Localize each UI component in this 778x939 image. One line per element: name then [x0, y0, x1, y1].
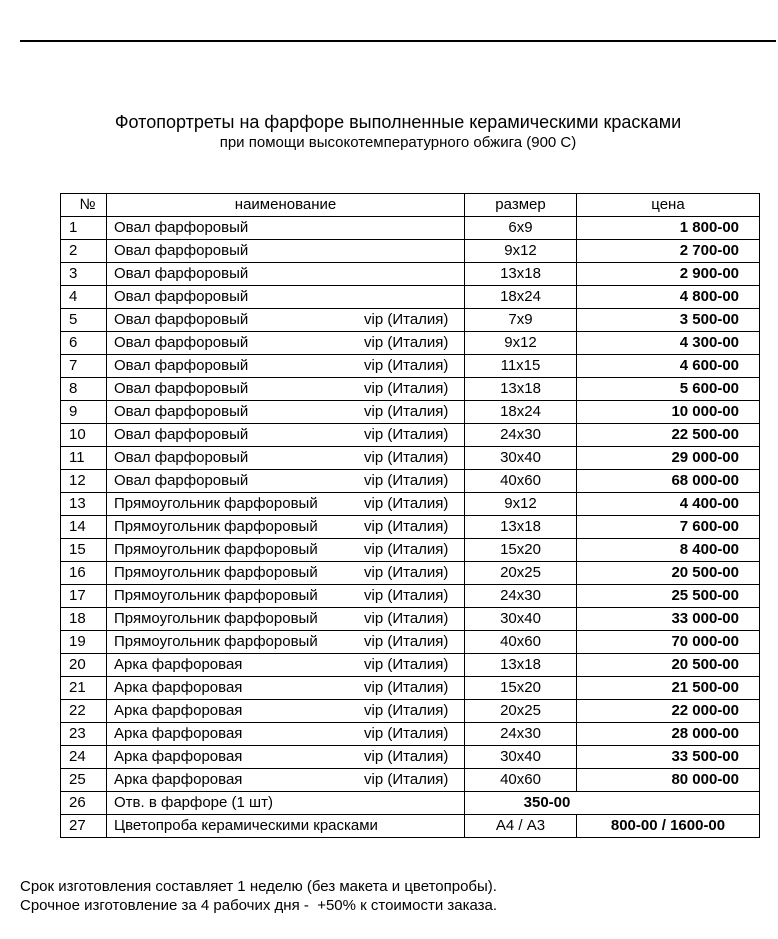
row-size: 24x30: [465, 723, 577, 746]
table-row: [61, 378, 760, 401]
row-name-cell: [107, 424, 465, 447]
row-name-cell: [107, 677, 465, 700]
row-num: 6: [61, 332, 107, 355]
table-row: [61, 217, 760, 240]
table-row: [61, 470, 760, 493]
row-name-cell: [107, 447, 465, 470]
row-vip-label: vip (Италия): [364, 656, 449, 673]
row-vip-label: vip (Италия): [364, 748, 449, 765]
header-num: №: [61, 194, 107, 217]
row-size: 30x40: [465, 447, 577, 470]
row-vip-label: vip (Италия): [364, 633, 449, 650]
row-price: 4 600-00: [577, 355, 760, 378]
row-price: 33 500-00: [577, 746, 760, 769]
row-price: 2 700-00: [577, 240, 760, 263]
row-price: 28 000-00: [577, 723, 760, 746]
header-name: наименование: [107, 194, 465, 217]
table-row: [61, 286, 760, 309]
row-size: 13x18: [465, 516, 577, 539]
row-num: 27: [61, 815, 107, 838]
row-size: 30x40: [465, 608, 577, 631]
row-num: 2: [61, 240, 107, 263]
row-size: 9x12: [465, 240, 577, 263]
row-name: Овал фарфоровый: [114, 403, 249, 420]
table-header-row: [61, 194, 760, 217]
row-price: 7 600-00: [577, 516, 760, 539]
row-size: 15x20: [465, 677, 577, 700]
row-name: Овал фарфоровый: [114, 449, 249, 466]
row-name: Арка фарфоровая: [114, 725, 243, 742]
row-price: 22 000-00: [577, 700, 760, 723]
row-size: 13x18: [465, 263, 577, 286]
row-vip-label: vip (Италия): [364, 495, 449, 512]
page-title: Фотопортреты на фарфоре выполненные керамическими красками: [114, 112, 682, 132]
row-num: 14: [61, 516, 107, 539]
table-row: [61, 677, 760, 700]
row-name-cell: [107, 263, 465, 286]
row-size: 40x60: [465, 769, 577, 792]
row-name: Овал фарфоровый: [114, 288, 249, 305]
row-num: 8: [61, 378, 107, 401]
row-vip-label: vip (Италия): [364, 771, 449, 788]
row-name: Овал фарфоровый: [114, 426, 249, 443]
row-num: 7: [61, 355, 107, 378]
row-vip-label: vip (Италия): [364, 541, 449, 558]
table-row: [61, 562, 760, 585]
row-name: Арка фарфоровая: [114, 748, 243, 765]
table-row: [61, 401, 760, 424]
row-num: 20: [61, 654, 107, 677]
row-price: 22 500-00: [577, 424, 760, 447]
row-name-cell: [107, 470, 465, 493]
row-price: 25 500-00: [577, 585, 760, 608]
row-price: 20 500-00: [577, 654, 760, 677]
row-price: 70 000-00: [577, 631, 760, 654]
row-price: 4 300-00: [577, 332, 760, 355]
row-name: Овал фарфоровый: [114, 380, 249, 397]
table-row: [61, 332, 760, 355]
row-price: 8 400-00: [577, 539, 760, 562]
row-num: 24: [61, 746, 107, 769]
row-num: 15: [61, 539, 107, 562]
page-subtitle: при помощи высокотемпературного обжига (900 С): [219, 134, 577, 151]
row-name-cell: [107, 401, 465, 424]
row-name: Прямоугольник фарфоровый: [114, 541, 318, 558]
table-row: [61, 539, 760, 562]
row-size: 18x24: [465, 286, 577, 309]
table-row: [61, 424, 760, 447]
row-name-cell: [107, 355, 465, 378]
row-num: 11: [61, 447, 107, 470]
row-name-cell: [107, 608, 465, 631]
row-num: 19: [61, 631, 107, 654]
row-num: 21: [61, 677, 107, 700]
row-name-cell: [107, 654, 465, 677]
top-divider: [20, 40, 776, 42]
row-name-cell: [107, 378, 465, 401]
row-price: 4 400-00: [577, 493, 760, 516]
row-name: Прямоугольник фарфоровый: [114, 518, 318, 535]
row-price: 3 500-00: [577, 309, 760, 332]
row-size: 15x20: [465, 539, 577, 562]
row-name: Арка фарфоровая: [114, 656, 243, 673]
row-name: Овал фарфоровый: [114, 311, 249, 328]
table-row: [61, 723, 760, 746]
table-row: [61, 516, 760, 539]
row-name: Прямоугольник фарфоровый: [114, 633, 318, 650]
row-name: Прямоугольник фарфоровый: [114, 610, 318, 627]
table-row: [61, 585, 760, 608]
row-num: 16: [61, 562, 107, 585]
row-num: 13: [61, 493, 107, 516]
row-name: Овал фарфоровый: [114, 219, 249, 236]
table-row: [61, 815, 760, 838]
row-name-cell: [107, 585, 465, 608]
row-name: Отв. в фарфоре (1 шт): [107, 792, 465, 815]
row-name: Прямоугольник фарфоровый: [114, 564, 318, 581]
row-name-cell: [107, 516, 465, 539]
table-row: [61, 493, 760, 516]
row-size: 13x18: [465, 654, 577, 677]
row-name-cell: [107, 746, 465, 769]
row-size: 9x12: [465, 332, 577, 355]
row-vip-label: vip (Италия): [364, 702, 449, 719]
row-price: 33 000-00: [577, 608, 760, 631]
row-num: 5: [61, 309, 107, 332]
header-size: размер: [465, 194, 577, 217]
row-size: А4 / А3: [465, 815, 577, 838]
row-num: 4: [61, 286, 107, 309]
row-size: 20x25: [465, 562, 577, 585]
row-num: 3: [61, 263, 107, 286]
row-price: 5 600-00: [577, 378, 760, 401]
row-price: 80 000-00: [577, 769, 760, 792]
row-num: 23: [61, 723, 107, 746]
row-vip-label: vip (Италия): [364, 380, 449, 397]
row-vip-label: vip (Италия): [364, 449, 449, 466]
row-name-cell: [107, 493, 465, 516]
row-price: 20 500-00: [577, 562, 760, 585]
row-vip-label: vip (Италия): [364, 357, 449, 374]
table-row: [61, 700, 760, 723]
row-num: 26: [61, 792, 107, 815]
row-name-cell: [107, 769, 465, 792]
row-price: 29 000-00: [577, 447, 760, 470]
row-name: Прямоугольник фарфоровый: [114, 495, 318, 512]
row-num: 25: [61, 769, 107, 792]
table-row: [61, 654, 760, 677]
table-row: [61, 746, 760, 769]
table-row: [61, 608, 760, 631]
row-name-cell: [107, 700, 465, 723]
table-row: [61, 447, 760, 470]
row-name-cell: [107, 631, 465, 654]
row-size: 30x40: [465, 746, 577, 769]
row-name-cell: [107, 562, 465, 585]
row-vip-label: vip (Италия): [364, 518, 449, 535]
row-price: 68 000-00: [577, 470, 760, 493]
row-price: 350-00: [465, 792, 760, 815]
table-body: [61, 217, 760, 792]
row-name: Овал фарфоровый: [114, 265, 249, 282]
row-size: 24x30: [465, 585, 577, 608]
row-vip-label: vip (Италия): [364, 725, 449, 742]
row-price: 10 000-00: [577, 401, 760, 424]
row-vip-label: vip (Италия): [364, 334, 449, 351]
row-vip-label: vip (Италия): [364, 426, 449, 443]
row-name: Арка фарфоровая: [114, 679, 243, 696]
row-name-cell: [107, 240, 465, 263]
row-name: Овал фарфоровый: [114, 334, 249, 351]
table-row: [61, 792, 760, 815]
table-row: [61, 631, 760, 654]
table-row: [61, 309, 760, 332]
table-row: [61, 263, 760, 286]
table-row: [61, 355, 760, 378]
row-vip-label: vip (Италия): [364, 587, 449, 604]
row-name: Арка фарфоровая: [114, 702, 243, 719]
row-price: 1 800-00: [577, 217, 760, 240]
table-row: [61, 769, 760, 792]
row-vip-label: vip (Италия): [364, 679, 449, 696]
header-price: цена: [577, 194, 760, 217]
row-size: 11x15: [465, 355, 577, 378]
note-line-1: Срок изготовления составляет 1 неделю (без макета и цветопробы).: [20, 878, 497, 895]
row-vip-label: vip (Италия): [364, 610, 449, 627]
row-num: 1: [61, 217, 107, 240]
row-vip-label: vip (Италия): [364, 311, 449, 328]
row-price: 21 500-00: [577, 677, 760, 700]
row-vip-label: vip (Италия): [364, 564, 449, 581]
row-name: Овал фарфоровый: [114, 357, 249, 374]
row-name-cell: [107, 332, 465, 355]
row-num: 12: [61, 470, 107, 493]
row-size: 13x18: [465, 378, 577, 401]
row-name-cell: [107, 539, 465, 562]
row-size: 20x25: [465, 700, 577, 723]
row-size: 40x60: [465, 470, 577, 493]
row-name: Прямоугольник фарфоровый: [114, 587, 318, 604]
footer-notes: [20, 877, 497, 915]
row-num: 18: [61, 608, 107, 631]
row-name: Овал фарфоровый: [114, 472, 249, 489]
price-table: [60, 193, 760, 838]
row-num: 9: [61, 401, 107, 424]
row-name: Цветопроба керамическими красками: [107, 815, 465, 838]
row-name-cell: [107, 723, 465, 746]
row-vip-label: vip (Италия): [364, 472, 449, 489]
row-name-cell: [107, 309, 465, 332]
row-name-cell: [107, 286, 465, 309]
row-size: 40x60: [465, 631, 577, 654]
row-num: 10: [61, 424, 107, 447]
row-price: 800-00 / 1600-00: [577, 815, 760, 838]
row-size: 24x30: [465, 424, 577, 447]
row-size: 18x24: [465, 401, 577, 424]
note-line-2: Срочное изготовление за 4 рабочих дня - +50% к стоимости заказа.: [20, 897, 498, 914]
row-price: 4 800-00: [577, 286, 760, 309]
row-num: 17: [61, 585, 107, 608]
row-size: 6x9: [465, 217, 577, 240]
table-row: [61, 240, 760, 263]
row-num: 22: [61, 700, 107, 723]
row-vip-label: vip (Италия): [364, 403, 449, 420]
row-size: 7x9: [465, 309, 577, 332]
row-name: Овал фарфоровый: [114, 242, 249, 259]
row-name-cell: [107, 217, 465, 240]
row-price: 2 900-00: [577, 263, 760, 286]
row-name: Арка фарфоровая: [114, 771, 243, 788]
row-size: 9x12: [465, 493, 577, 516]
